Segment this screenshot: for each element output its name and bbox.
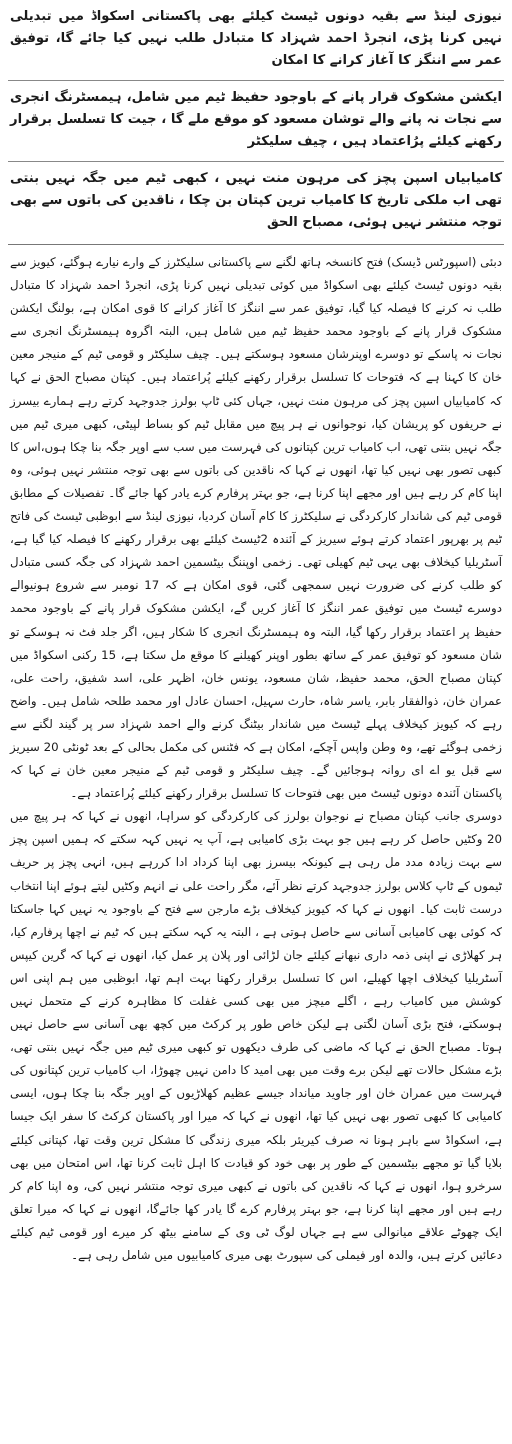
- article-paragraph-1: دبئی (اسپورٹس ڈیسک) فتح کانسخہ ہاتھ لگنے سے پاکستانی سلیکٹرز کے وارے نیارے ہوگئے، کیویز سے بقیہ دونوں ٹیسٹ کیلئے بھی اسکواڈ میں کوئی تبدیلی نہیں کرنا پڑی، انجرڈ احمد شہزاد کا متبادل طلب نہ کرنے کا فیصلہ کیا گیا، توفیق عمر سے اننگز کا آغاز کرانے کا قوی امکان ہے، بولنگ ایکشن مشکوک قرار پانے کے باوجود محمد حفیظ ٹیم میں شامل ہیں، البتہ اگروہ ہیمسٹرنگ انجری سے نجات نہ پاسکے تو دوسرے اوپنرشان مسعود ہوسکتے ہیں۔ چیف سلیکٹر و قومی ٹیم کے منیجر معین خان کا کہنا ہے کہ فتوحات کا تسلسل برقرار رکھنے کیلئے پُراعتماد ہیں۔ کپتان مصباح الحق نے کہا کہ کامیابیاں اسپن پچز کی مرہون منت نہیں، جہاں کئی ٹاپ بولرز جدوجہد کرتے رہے ہمارے بیسرز نے حریفوں کو پریشان کیا، نوجوانوں نے ہر پیچ میں مقابل ٹیم کو بساط لپیٹی، کبھی میری ٹیم میں جگہ نہیں بنتی تھی، اب کامیاب ترین کپتانوں کی فہرست میں سب سے اوپر جگہ بنا چکا ہوں،اس کا کبھی تصور بھی نہیں کیا تھا، انھوں نے کہا کہ ناقدین کی باتوں سے بھی توجہ منتشر نہیں ہوئی، وہ اپنا کام کر رہے ہیں اور مجھے اپنا کرنا ہے، جو بہتر پرفارم کرے یادر کھا جائے گا۔ تفصیلات کے مطابق قومی ٹیم کی شاندار کارکردگی نے سلیکٹرز کا کام آسان کردیا، نیوزی لینڈ سے ابوظبی ٹیسٹ کی فاتح ٹیم پر بھرپور اعتماد کرتے ہوئے سیریز کے آئندہ 2ٹیسٹ کیلئے بھی برقرار رکھنے کا فیصلہ کیا گیا ہے، آسٹریلیا کیخلاف بھی یہی ٹیم کھیلی تھی۔ زخمی اوپننگ بیٹسمین احمد شہزاد کی جگہ کسی متبادل کو طلب کرنے کی ضرورت نہیں سمجھی گئی، قوی امکان ہے کہ 17 نومبر سے شروع ہونیوالے دوسرے ٹیسٹ میں توفیق عمر اننگز کا آغاز کریں گے، ایکشن مشکوک قرار پانے کے باوجود محمد حفیظ پر اعتماد برقرار رکھا گیا، البتہ وہ ہیمسٹرنگ انجری کا شکار ہیں، اگر جلد فٹ نہ ہوسکے تو شان مسعود کو توفیق عمر کے ساتھ بطور اوپنر کھیلنے کا موقع مل سکتا ہے، 15 رکنی اسکواڈ میں کپتان مصباح الحق، محمد حفیظ، شان مسعود، یونس خان، اظہر علی، اسد شفیق، راحت علی، عمران خان، ذوالفقار بابر، یاسر شاہ، حارث سہیل، احسان عادل اور محمد طلحہ شامل ہیں۔ واضح رہے کہ کیویز کیخلاف پہلے ٹیسٹ میں شاندار بیٹنگ کرنے والے احمد شہزاد سر پر گیند لگنے سے زخمی ہوگئے تھے، وہ وطن واپس آچکے، امکان ہے کہ فٹنس کی مکمل بحالی کے بعد ٹونٹی 20 سیریز سے قبل یو اے ای روانہ ہوجائیں گے۔ چیف سلیکٹر و قومی ٹیم کے منیجر معین خان نے کہا کہ پاکستان آئندہ دونوں ٹیسٹ میں بھی فتوحات کا تسلسل برقرار رکھنے کیلئے پُراعتماد ہے۔: [9, 255, 503, 801]
- article-paragraph-2: دوسری جانب کپتان مصباح نے نوجوان بولرز کی کارکردگی کو سراہا، انھوں نے کہا کہ ہر پیچ میں 20 وکٹیں حاصل کر رہے ہیں جو بہت بڑی کامیابی ہے، آپ یہ نہیں کہہ سکتے کہ ہمیں اسپن پچز سے بہت زیادہ مدد مل رہی ہے کیونکہ بیسرز بھی اپنا کرداد ادا کررہے ہیں، انہی پچز پر حریف ٹیموں کے ٹاپ کلاس بولرز جدوجہد کرتے نظر آئے، مگر راحت علی نے انہم وکٹیں لیتے ہوئے اپنا انتخاب درست ثابت کیا۔ انھوں نے کہا کہ کیویز کیخلاف بڑے مارجن سے فتح کے باوجود یہ نہیں کہا جاسکتا کہ کوئی بھی کامیابی آسانی سے حاصل ہوتی ہے ، البتہ یہ کہہ سکتے ہیں کہ ٹیم نے اچھا پرفارم کیا، ہر کھلاڑی نے اپنی ذمہ داری نبھانے کیلئے جان لڑائی اور پلان پر عمل کیا، انھوں نے کہا کہ گرین کیپس آسٹریلیا کیخلاف اچھا کھیلے، اس کا تسلسل برقرار رکھنا بہت اہم تھا، ابوظبی میں ہم اپنی اس کوشش میں کامیاب رہے ، اگلے میچز میں بھی کسی غفلت کا مظاہرہ کرنے کے متحمل نہیں ہوسکتے، فتح بڑی آسان لگتی ہے لیکن خاص طور پر کرکٹ میں کچھ بھی آسانی سے حاصل نہیں ہوتا۔ مصباح الحق نے کہا کہ ماضی کی طرف دیکھوں تو کبھی میری ٹیم میں جگہ نہیں بنتی تھی، بڑے مشکل حالات تھے لیکن برے وقت میں بھی امید کا دامن نہیں چھوڑا، اب کامیاب ترین کپتانوں کی فہرست میں عمران خان اور جاوید میانداد جیسے عظیم کھلاڑیوں کے اوپر جگہ بنا چکا ہوں، ایسی کامیابی کا کبھی تصور بھی نہیں کیا تھا، انھوں نے کہا کہ میرا اور پاکستان کرکٹ کا سفر ایک جیسا ہے، اسکواڈ سے باہر ہونا نہ صرف کیریئر بلکہ میری زندگی کا مشکل ترین وقت تھا، کپتانی کیلئے بلایا گیا تو مجھے بیٹسمین کے طور پر بھی خود کو قیادت کا اہل ثابت کرنا تھا، اس امتحان میں بھی سرخرو ہوا، انھوں نے کہا کہ ناقدین کی باتوں نے کبھی میری توجہ منتشر نہیں کی، وہ اپنا کام کر رہے ہیں اور مجھے اپنا کرنا ہے، جو بہتر پرفارم کرے گا یادر کھا جائےگا، انھوں نے کہا کہ میرا تعلق ایک چھوٹے علاقے میانوالی سے ہے جہاں لوگ ٹی وی کے سامنے بیٹھ کر میرے اور قومی ٹیم کیلئے دعائیں کرتے ہیں، والدہ اور فیملی کی سپورٹ بھی میری کامیابیوں میں شامل رہی ہے۔: [10, 809, 502, 1263]
- divider: [8, 244, 504, 245]
- headline-sub-selectors: ایکشن مشکوک قرار پانے کے باوجود حفیظ ٹیم میں شامل، ہیمسٹرنگ انجری سے نجات نہ پانے والے توشان مسعود کو موقع ملے گا ، جیت کا تسلسل برقرار رکھنے کیلئے پرُاعتماد ہیں ، چیف سلیکٹر: [8, 80, 504, 157]
- headline-main: نیوزی لینڈ سے بقیہ دونوں ٹیسٹ کیلئے بھی پاکستانی اسکواڈ میں تبدیلی نہیں کرنا پڑی، انجرڈ احمد شہزاد کا متبادل طلب نہیں کیا جائے گا، توفیق عمر سے اننگز کا آغاز کرانے کا امکان: [10, 9, 502, 68]
- headline-sub-captain: کامیابیاں اسپن پچز کی مرہون منت نہیں ، کبھی ٹیم میں جگہ نہیں بنتی تھی اب ملکی تاریخ کا کامیاب ترین کپتان بن چکا ، ناقدین کی باتوں سے بھی توجہ منتشر نہیں ہوئی، مصباح الحق: [8, 161, 504, 238]
